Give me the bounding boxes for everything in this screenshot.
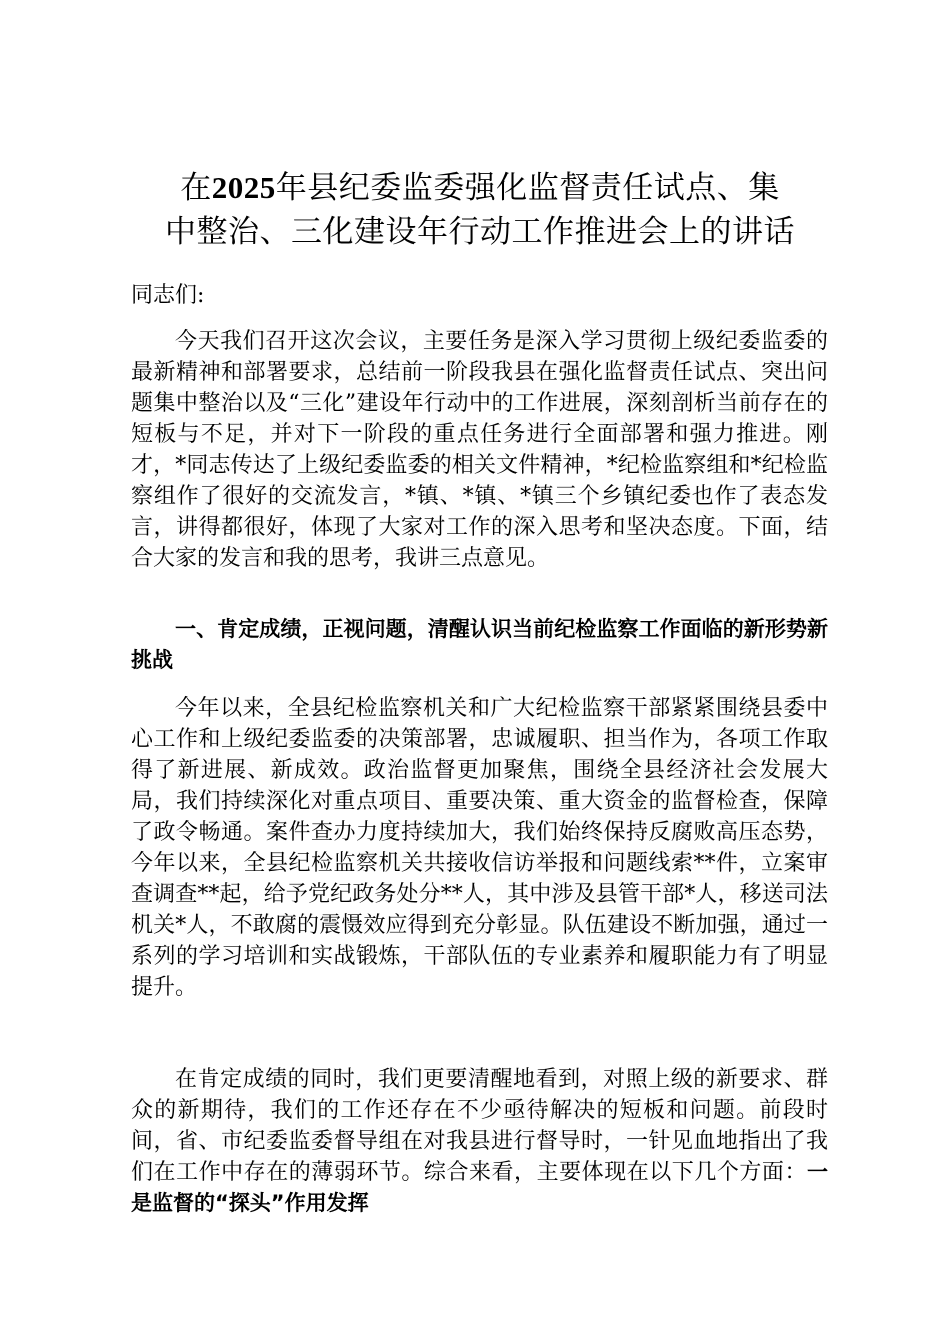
paragraph-problems <box>131 1064 828 1219</box>
paragraph-problems-text: 在肯定成绩的同时，我们更要清醒地看到，对照上级的新要求、群众的新期待，我们的工作还存在不少亟待解决的短板和问题。前段时间，省、市纪委监委督导组在对我县进行督导时，一针见血地指出了我们在工作中存在的薄弱环节。综合来看，主要体现在以下几个方面： <box>131 1067 828 1185</box>
title-prefix: 在 <box>180 170 212 206</box>
greeting: 同志们: <box>131 283 205 308</box>
title-line-1-rest: 年县纪委监委强化监督责任试点、集 <box>275 170 780 206</box>
title-line-2: 中整治、三化建设年行动工作推进会上的讲话 <box>165 214 795 250</box>
paragraph-opening: 今天我们召开这次会议，主要任务是深入学习贯彻上级纪委监委的最新精神和部署要求，总结前一阶段我县在强化监督责任试点、突出问题集中整治以及“三化”建设年行动中的工作进展，深刻剖析当前存在的短板与不足，并对下一阶段的重点任务进行全面部署和强力推进。刚才，*同志传达了上级纪委监委的相关文件精神，*纪检监察组和*纪检监察组作了很好的交流发言，*镇、*镇、*镇三个乡镇纪委也作了表态发言，讲得都很好，体现了大家对工作的深入思考和坚决态度。下面，结合大家的发言和我的思考，我讲三点意见。 <box>131 329 828 571</box>
section-heading-1: 一、肯定成绩，正视问题，清醒认识当前纪检监察工作面临的新形势新挑战 <box>131 617 828 672</box>
paragraph-problems-emphasis: 一是监督的“探头”作用发挥 <box>131 1160 828 1215</box>
title-year: 2025 <box>211 170 276 205</box>
document-title <box>120 166 840 254</box>
title-line-1 <box>120 166 840 210</box>
paragraph-achievements: 今年以来，全县纪检监察机关和广大纪检监察干部紧紧围绕县委中心工作和上级纪委监委的决策部署，忠诚履职、担当作为，各项工作取得了新进展、新成效。政治监督更加聚焦，围绕全县经济社会发展大局，我们持续深化对重点项目、重要决策、重大资金的监督检查，保障了政令畅通。案件查办力度持续加大，我们始终保持反腐败高压态势，今年以来，全县纪检监察机关共接收信访举报和问题线索**件，立案审查调查**起，给予党纪政务处分**人，其中涉及县管干部*人，移送司法机关*人，不敢腐的震慑效应得到充分彰显。队伍建设不断加强，通过一系列的学习培训和实战锻炼，干部队伍的专业素养和履职能力有了明显提升。 <box>131 696 828 1000</box>
